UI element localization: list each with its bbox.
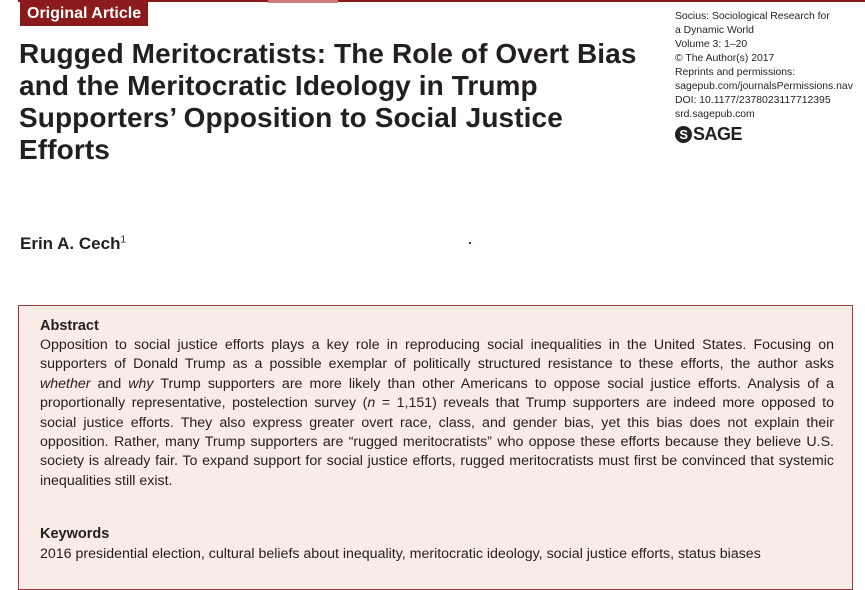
reprints-link[interactable]: sagepub.com/journalsPermissions.nav: [675, 81, 853, 92]
sage-logo: [675, 123, 742, 145]
abstract-emphasis-n: n: [367, 395, 376, 412]
abstract-text-part2: and: [90, 375, 129, 392]
author-name-text: Erin A. Cech: [20, 234, 121, 253]
article-type-label: Original Article: [20, 2, 148, 26]
journal-name-line1: Socius: Sociological Research for: [675, 11, 830, 22]
sage-logo-icon: S: [675, 126, 692, 143]
journal-site-link[interactable]: srd.sagepub.com: [675, 109, 755, 120]
abstract-text-part1: Opposition to social justice efforts plays a key role in reproducing social inequalities in the United States. Focusing on supporters of Donald Trump as a possible exemplar of politically structured resistance to these efforts, the author asks: [40, 337, 834, 373]
journal-volume: Volume 3: 1–20: [675, 39, 748, 50]
journal-name-line2: a Dynamic World: [675, 25, 754, 36]
abstract-box: [18, 305, 853, 590]
author-name: [20, 233, 126, 255]
stray-dot: [469, 242, 471, 244]
copyright-notice: © The Author(s) 2017: [675, 53, 775, 64]
sage-logo-text: SAGE: [693, 123, 743, 144]
article-title: Rugged Meritocratists: The Role of Overt Bias and the Meritocratic Ideology in Trump Supporters’ Opposition to Social Justice Efforts: [19, 38, 637, 165]
doi[interactable]: DOI: 10.1177/2378023117712395: [675, 95, 831, 106]
reprints-label: Reprints and permissions:: [675, 67, 796, 78]
abstract-heading: Abstract: [40, 318, 99, 334]
keywords-heading: Keywords: [40, 526, 110, 542]
keywords-text: 2016 presidential election, cultural beliefs about inequality, meritocratic ideology, social justice efforts, status biases: [40, 546, 761, 562]
top-rule-accent: [268, 0, 338, 3]
abstract-emphasis-why: why: [128, 375, 154, 392]
abstract-text-part4: = 1,151) reveals that Trump supporters are indeed more opposed to social justice efforts. They also express greater overt race, class, and gender bias, yet this bias does not explain their opposition. Rather, many Trump supporters are “rugged meritocratists” who oppose these efforts because they believe U.S. society is already fair. To expand support for social justice efforts, rugged meritocratists must first be convinced that systemic inequalities still exist.: [40, 395, 834, 489]
abstract-text: [40, 336, 834, 491]
abstract-text-part3: Trump supporters are more likely than other Americans to oppose social justice efforts. Analysis of a proportionally representative, postelection survey (: [40, 375, 834, 412]
abstract-emphasis-whether: whether: [40, 375, 91, 392]
journal-metadata: [675, 10, 860, 122]
affiliation-marker[interactable]: 1: [120, 234, 127, 246]
